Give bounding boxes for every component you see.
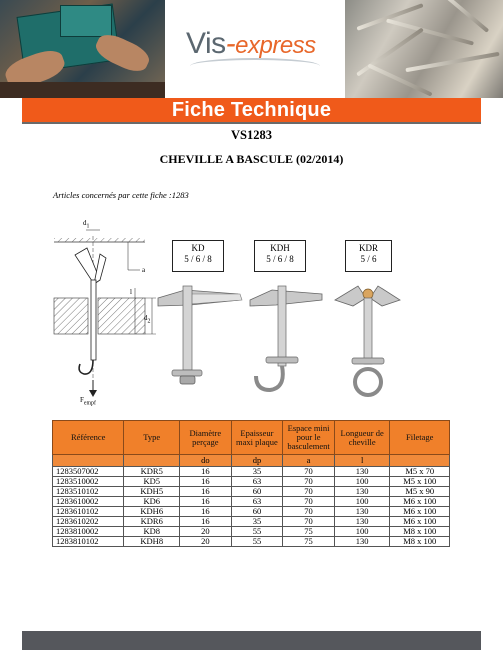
banner-title-bar (22, 98, 481, 122)
table-header-row (53, 421, 450, 455)
col-length: Longueur de cheville (334, 421, 390, 455)
banner-title: Fiche Technique (171, 99, 332, 121)
col-thread: Filetage (390, 421, 450, 455)
table-row: 1283610002 KD6 16 63 70 100 M6 x 100 (53, 497, 450, 507)
logo-swoosh (190, 58, 320, 74)
col-space: Espace mini pour le basculement (283, 421, 335, 455)
kdr-box: KDR 5 / 6 (345, 240, 392, 272)
table-row: 1283510102 KDH5 16 60 70 130 M5 x 90 (53, 487, 450, 497)
specs-table (52, 420, 450, 547)
label-d2: $d_2$ (144, 314, 151, 325)
divider (22, 122, 481, 124)
label-l: l (130, 288, 132, 296)
col-reference: Référence (53, 421, 124, 455)
articles-note: Articles concernés par cette fiche :1283 (53, 190, 189, 200)
table-row: 1283810002 KD8 20 55 75 100 M8 x 100 (53, 527, 450, 537)
kd-box: KD 5 / 6 / 8 (172, 240, 224, 272)
header-banner (0, 0, 503, 98)
col-thickness: Epaisseur maxi plaque (231, 421, 283, 455)
units-row: do dp a l (53, 455, 450, 467)
table-row: 1283610202 KDR6 16 35 70 130 M6 x 100 (53, 517, 450, 527)
screws-photo (345, 0, 503, 98)
table-row: 1283810102 KDH8 20 55 75 130 M8 x 100 (53, 537, 450, 547)
footer-bar (22, 631, 481, 650)
workshop-photo (0, 0, 165, 98)
col-diameter: Diamètre perçage (180, 421, 232, 455)
vis-express-logo: Vis-express (186, 27, 316, 60)
label-d1: $d_1$ (83, 219, 90, 230)
label-a: a (142, 266, 146, 274)
kdh-box: KDH 5 / 6 / 8 (254, 240, 306, 272)
table-row: 1283610102 KDH6 16 60 70 130 M6 x 100 (53, 507, 450, 517)
technical-diagram (40, 210, 470, 415)
document-title: CHEVILLE A BASCULE (02/2014) (159, 152, 344, 166)
label-f: $F_{empf}$ (80, 396, 96, 407)
col-type: Type (124, 421, 180, 455)
table-row: 1283510002 KD5 16 63 70 100 M5 x 100 (53, 477, 450, 487)
reference-code: VS1283 (231, 128, 272, 142)
table-row: 1283507002 KDR5 16 35 70 130 M5 x 70 (53, 467, 450, 477)
